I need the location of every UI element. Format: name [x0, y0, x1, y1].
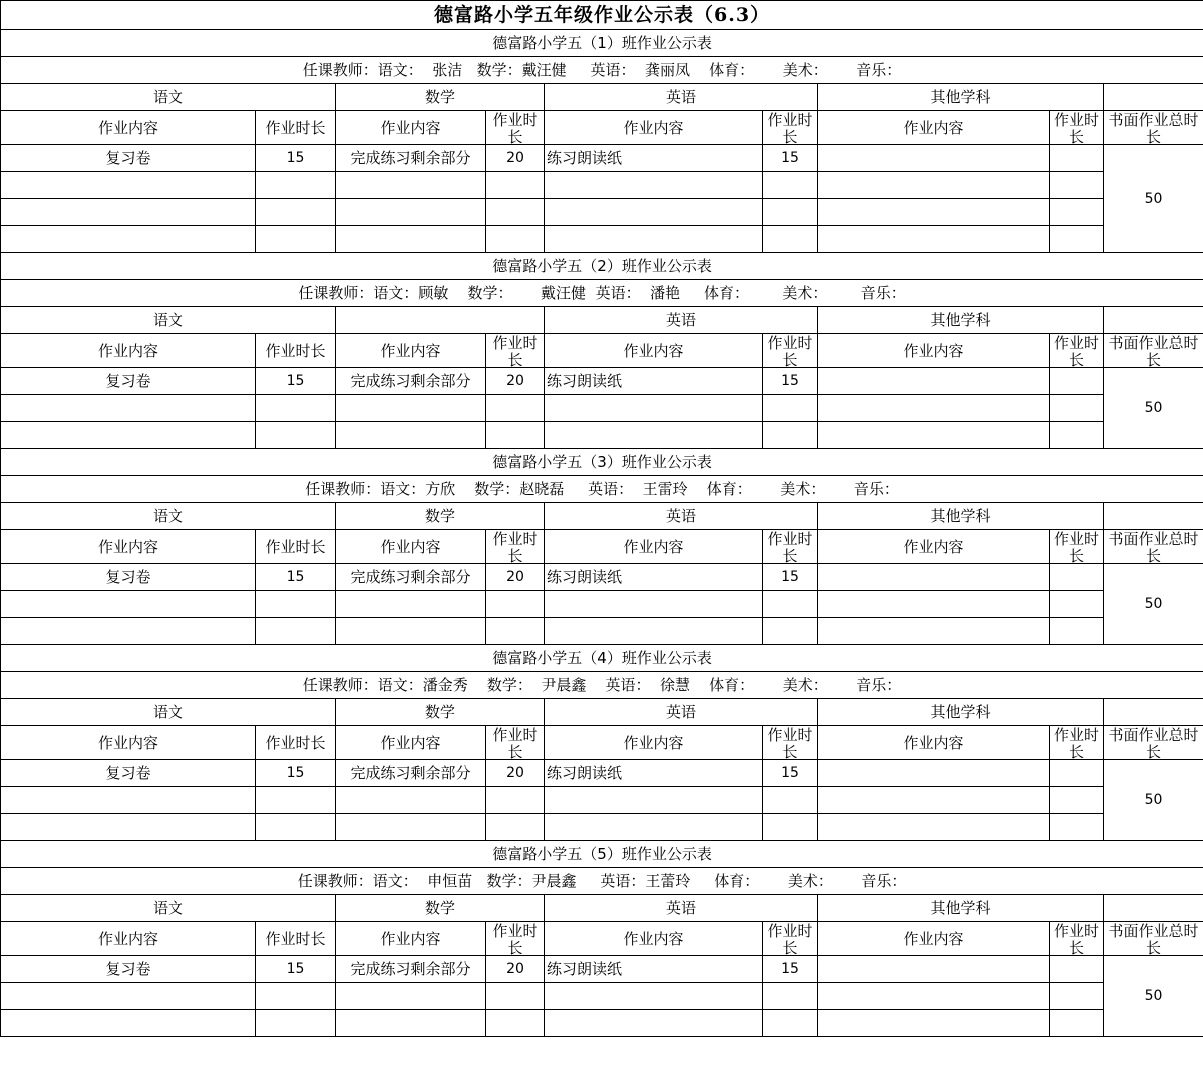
- english-duration: [763, 618, 818, 645]
- column-header-row: [1, 922, 1203, 956]
- teacher-text: 任课教师：语文： 申恒苗 数学：尹晨鑫 英语：王蕾玲 体育： 美术： 音乐：: [297, 872, 907, 890]
- class-caption-row: [1, 30, 1203, 57]
- class-caption: 德富路小学五（5）班作业公示表: [1, 841, 1203, 868]
- teacher-text: 任课教师：语文：顾敏 数学： 戴汪健 英语： 潘艳 体育： 美术： 音乐：: [298, 284, 906, 302]
- chinese-content: [1, 591, 256, 618]
- english-content: [545, 199, 763, 226]
- total-duration: 50: [1104, 956, 1203, 1037]
- header-duration: [1050, 530, 1104, 564]
- subject-math: [336, 307, 545, 334]
- header-total: [1104, 111, 1203, 145]
- other-duration: [1050, 199, 1104, 226]
- header-duration: [1050, 726, 1104, 760]
- subject-blank: [1104, 307, 1203, 334]
- math-content: 完成练习剩余部分: [336, 564, 486, 591]
- chinese-duration: [256, 226, 336, 253]
- other-duration: [1050, 422, 1104, 449]
- table-row: [1, 814, 1203, 841]
- header-content: 作业内容: [336, 530, 486, 564]
- header-content: 作业内容: [818, 530, 1050, 564]
- chinese-content: [1, 199, 256, 226]
- other-duration: [1050, 395, 1104, 422]
- chinese-content: [1, 395, 256, 422]
- subject-math: 数学: [336, 503, 545, 530]
- math-content: [336, 618, 486, 645]
- other-duration: [1050, 787, 1104, 814]
- english-duration: 15: [763, 368, 818, 395]
- header-duration: [763, 922, 818, 956]
- table-row: [1, 145, 1203, 172]
- chinese-content: [1, 814, 256, 841]
- subject-math: 数学: [336, 895, 545, 922]
- english-duration: [763, 983, 818, 1010]
- teacher-text: 任课教师：语文： 张洁 数学：戴汪健 英语： 龚丽凤 体育： 美术： 音乐：: [302, 61, 902, 79]
- header-content: 作业内容: [818, 922, 1050, 956]
- table-row: [1, 564, 1203, 591]
- header-total: [1104, 726, 1203, 760]
- other-content: [818, 983, 1050, 1010]
- header-duration-text: 作业时长: [492, 726, 538, 759]
- other-content: [818, 226, 1050, 253]
- class-caption: 德富路小学五（3）班作业公示表: [1, 449, 1203, 476]
- math-duration: [486, 983, 545, 1010]
- header-content: 作业内容: [545, 922, 763, 956]
- english-content: 练习朗读纸: [545, 956, 763, 983]
- english-duration: 15: [763, 564, 818, 591]
- header-total-text: 书面作业总时长: [1108, 530, 1199, 563]
- other-content: [818, 591, 1050, 618]
- subject-blank: [1104, 699, 1203, 726]
- header-content: 作业内容: [545, 111, 763, 145]
- english-content: 练习朗读纸: [545, 564, 763, 591]
- class-caption: 德富路小学五（1）班作业公示表: [1, 30, 1203, 57]
- header-total-text: 书面作业总时长: [1108, 334, 1199, 367]
- chinese-content: 复习卷: [1, 564, 256, 591]
- header-duration-text: 作业时长: [492, 334, 538, 367]
- column-header-row: [1, 726, 1203, 760]
- chinese-content: [1, 1010, 256, 1037]
- subject-header-row: [1, 307, 1203, 334]
- header-content: 作业内容: [818, 111, 1050, 145]
- header-content: 作业内容: [336, 922, 486, 956]
- header-duration: [763, 726, 818, 760]
- chinese-content: [1, 983, 256, 1010]
- subject-chinese: 语文: [1, 699, 336, 726]
- total-duration: 50: [1104, 564, 1203, 645]
- table-row: [1, 983, 1203, 1010]
- teacher-list: [1, 868, 1203, 895]
- chinese-content: 复习卷: [1, 956, 256, 983]
- teacher-row: [1, 868, 1203, 895]
- teacher-row: [1, 280, 1203, 307]
- class-caption-row: [1, 253, 1203, 280]
- other-content: [818, 787, 1050, 814]
- total-duration: 50: [1104, 368, 1203, 449]
- header-duration-text: 作业时长: [1053, 111, 1099, 144]
- header-content: 作业内容: [336, 334, 486, 368]
- english-duration: [763, 172, 818, 199]
- subject-header-row: [1, 84, 1203, 111]
- subject-english: 英语: [545, 307, 818, 334]
- english-content: 练习朗读纸: [545, 368, 763, 395]
- header-duration-text: 作业时长: [767, 726, 813, 759]
- english-duration: 15: [763, 760, 818, 787]
- math-duration: 20: [486, 368, 545, 395]
- math-content: [336, 199, 486, 226]
- other-duration: [1050, 760, 1104, 787]
- chinese-duration: [256, 172, 336, 199]
- other-content: [818, 1010, 1050, 1037]
- header-content: 作业内容: [336, 111, 486, 145]
- table-row: [1, 395, 1203, 422]
- chinese-duration: [256, 591, 336, 618]
- subject-other: 其他学科: [818, 307, 1104, 334]
- column-header-row: [1, 111, 1203, 145]
- subject-blank: [1104, 895, 1203, 922]
- subject-chinese: 语文: [1, 84, 336, 111]
- table-row: [1, 1010, 1203, 1037]
- other-duration: [1050, 368, 1104, 395]
- math-content: 完成练习剩余部分: [336, 368, 486, 395]
- other-content: [818, 814, 1050, 841]
- header-content: 作业内容: [545, 334, 763, 368]
- math-content: [336, 1010, 486, 1037]
- header-duration-text: 作业时长: [492, 922, 538, 955]
- header-total: [1104, 530, 1203, 564]
- class-caption-row: [1, 841, 1203, 868]
- chinese-duration: [256, 983, 336, 1010]
- math-content: 完成练习剩余部分: [336, 760, 486, 787]
- subject-english: 英语: [545, 84, 818, 111]
- other-content: [818, 368, 1050, 395]
- column-header-row: [1, 334, 1203, 368]
- chinese-duration: [256, 199, 336, 226]
- teacher-list: [1, 476, 1203, 503]
- english-content: 练习朗读纸: [545, 760, 763, 787]
- header-duration: [763, 334, 818, 368]
- subject-chinese: 语文: [1, 895, 336, 922]
- subject-other: 其他学科: [818, 84, 1104, 111]
- header-duration-text: 作业时长: [767, 111, 813, 144]
- other-content: [818, 618, 1050, 645]
- english-content: [545, 395, 763, 422]
- teacher-list: [1, 280, 1203, 307]
- header-duration: 作业时长: [256, 111, 336, 145]
- subject-blank: [1104, 84, 1203, 111]
- english-content: [545, 422, 763, 449]
- subject-chinese: 语文: [1, 503, 336, 530]
- english-duration: [763, 226, 818, 253]
- english-content: [545, 787, 763, 814]
- math-duration: 20: [486, 956, 545, 983]
- header-duration: [486, 726, 545, 760]
- math-duration: [486, 226, 545, 253]
- chinese-content: 复习卷: [1, 760, 256, 787]
- table-row: [1, 368, 1203, 395]
- class-caption-row: [1, 645, 1203, 672]
- english-duration: [763, 199, 818, 226]
- math-content: [336, 983, 486, 1010]
- header-content: 作业内容: [336, 726, 486, 760]
- math-duration: [486, 618, 545, 645]
- other-content: [818, 564, 1050, 591]
- other-duration: [1050, 1010, 1104, 1037]
- table-row: [1, 172, 1203, 199]
- table-row: [1, 760, 1203, 787]
- header-duration: [763, 530, 818, 564]
- header-duration: 作业时长: [256, 922, 336, 956]
- header-content: 作业内容: [1, 334, 256, 368]
- chinese-content: [1, 618, 256, 645]
- other-duration: [1050, 564, 1104, 591]
- math-content: [336, 787, 486, 814]
- header-duration-text: 作业时长: [767, 922, 813, 955]
- subject-english: 英语: [545, 895, 818, 922]
- subject-other: 其他学科: [818, 895, 1104, 922]
- chinese-duration: [256, 814, 336, 841]
- subject-header-row: [1, 503, 1203, 530]
- header-duration: [486, 530, 545, 564]
- chinese-content: 复习卷: [1, 368, 256, 395]
- chinese-duration: [256, 422, 336, 449]
- chinese-duration: 15: [256, 564, 336, 591]
- header-duration: [1050, 334, 1104, 368]
- teacher-row: [1, 57, 1203, 84]
- chinese-duration: [256, 787, 336, 814]
- math-content: [336, 172, 486, 199]
- chinese-duration: [256, 1010, 336, 1037]
- header-content: 作业内容: [545, 726, 763, 760]
- math-duration: 20: [486, 564, 545, 591]
- teacher-row: [1, 476, 1203, 503]
- other-duration: [1050, 226, 1104, 253]
- subject-chinese: 语文: [1, 307, 336, 334]
- subject-english: 英语: [545, 699, 818, 726]
- chinese-duration: [256, 395, 336, 422]
- header-duration: [763, 111, 818, 145]
- math-content: [336, 422, 486, 449]
- total-duration: 50: [1104, 760, 1203, 841]
- subject-other: 其他学科: [818, 503, 1104, 530]
- english-content: [545, 618, 763, 645]
- header-duration-text: 作业时长: [767, 530, 813, 563]
- english-content: [545, 172, 763, 199]
- column-header-row: [1, 530, 1203, 564]
- header-duration-text: 作业时长: [1053, 530, 1099, 563]
- english-duration: 15: [763, 145, 818, 172]
- other-content: [818, 422, 1050, 449]
- english-duration: [763, 814, 818, 841]
- table-row: [1, 226, 1203, 253]
- table-row: [1, 199, 1203, 226]
- table-row: [1, 956, 1203, 983]
- other-duration: [1050, 956, 1104, 983]
- other-duration: [1050, 618, 1104, 645]
- total-duration: 50: [1104, 145, 1203, 253]
- chinese-content: [1, 422, 256, 449]
- subject-math: 数学: [336, 84, 545, 111]
- other-content: [818, 145, 1050, 172]
- english-duration: [763, 422, 818, 449]
- other-content: [818, 760, 1050, 787]
- chinese-content: [1, 226, 256, 253]
- english-content: [545, 1010, 763, 1037]
- class-caption: 德富路小学五（4）班作业公示表: [1, 645, 1203, 672]
- table-row: [1, 422, 1203, 449]
- english-content: [545, 226, 763, 253]
- header-duration: [1050, 922, 1104, 956]
- teacher-text: 任课教师：语文：方欣 数学：赵晓磊 英语： 王雷玲 体育： 美术： 音乐：: [305, 480, 899, 498]
- teacher-list: [1, 57, 1203, 84]
- header-duration-text: 作业时长: [1053, 726, 1099, 759]
- math-duration: [486, 1010, 545, 1037]
- english-duration: [763, 787, 818, 814]
- chinese-duration: 15: [256, 760, 336, 787]
- math-duration: 20: [486, 760, 545, 787]
- header-total-text: 书面作业总时长: [1108, 726, 1199, 759]
- english-duration: 15: [763, 956, 818, 983]
- other-content: [818, 395, 1050, 422]
- header-content: 作业内容: [1, 922, 256, 956]
- header-duration: 作业时长: [256, 726, 336, 760]
- english-content: [545, 814, 763, 841]
- subject-math: 数学: [336, 699, 545, 726]
- teacher-text: 任课教师：语文：潘金秀 数学： 尹晨鑫 英语： 徐慧 体育： 美术： 音乐：: [302, 676, 902, 694]
- math-duration: [486, 814, 545, 841]
- teacher-row: [1, 672, 1203, 699]
- header-duration: 作业时长: [256, 334, 336, 368]
- chinese-duration: [256, 618, 336, 645]
- math-duration: [486, 199, 545, 226]
- page-title: 德富路小学五年级作业公示表（6.3）: [1, 1, 1203, 30]
- other-content: [818, 199, 1050, 226]
- other-duration: [1050, 172, 1104, 199]
- math-duration: [486, 422, 545, 449]
- subject-other: 其他学科: [818, 699, 1104, 726]
- english-content: [545, 591, 763, 618]
- table-row: [1, 591, 1203, 618]
- table-row: [1, 618, 1203, 645]
- chinese-duration: 15: [256, 145, 336, 172]
- chinese-duration: 15: [256, 956, 336, 983]
- header-duration-text: 作业时长: [492, 530, 538, 563]
- header-total-text: 书面作业总时长: [1108, 922, 1199, 955]
- math-content: [336, 226, 486, 253]
- other-duration: [1050, 814, 1104, 841]
- header-content: 作业内容: [818, 726, 1050, 760]
- header-content: 作业内容: [1, 726, 256, 760]
- english-duration: [763, 1010, 818, 1037]
- math-duration: 20: [486, 145, 545, 172]
- table-row: [1, 787, 1203, 814]
- other-duration: [1050, 591, 1104, 618]
- header-duration: [486, 922, 545, 956]
- math-duration: [486, 787, 545, 814]
- header-content: 作业内容: [1, 111, 256, 145]
- subject-blank: [1104, 503, 1203, 530]
- other-duration: [1050, 983, 1104, 1010]
- subject-header-row: [1, 699, 1203, 726]
- header-content: 作业内容: [1, 530, 256, 564]
- teacher-list: [1, 672, 1203, 699]
- english-duration: [763, 591, 818, 618]
- header-duration: [486, 111, 545, 145]
- subject-header-row: [1, 895, 1203, 922]
- english-content: 练习朗读纸: [545, 145, 763, 172]
- math-content: [336, 591, 486, 618]
- math-content: [336, 395, 486, 422]
- chinese-duration: 15: [256, 368, 336, 395]
- chinese-content: [1, 172, 256, 199]
- subject-english: 英语: [545, 503, 818, 530]
- math-content: [336, 814, 486, 841]
- math-duration: [486, 591, 545, 618]
- header-duration: 作业时长: [256, 530, 336, 564]
- math-content: 完成练习剩余部分: [336, 956, 486, 983]
- math-content: 完成练习剩余部分: [336, 145, 486, 172]
- header-total: [1104, 334, 1203, 368]
- header-total: [1104, 922, 1203, 956]
- header-total-text: 书面作业总时长: [1108, 111, 1199, 144]
- header-content: 作业内容: [545, 530, 763, 564]
- chinese-content: 复习卷: [1, 145, 256, 172]
- header-duration-text: 作业时长: [492, 111, 538, 144]
- class-caption-row: [1, 449, 1203, 476]
- other-content: [818, 172, 1050, 199]
- chinese-content: [1, 787, 256, 814]
- header-content: 作业内容: [818, 334, 1050, 368]
- math-duration: [486, 172, 545, 199]
- class-caption: 德富路小学五（2）班作业公示表: [1, 253, 1203, 280]
- other-content: [818, 956, 1050, 983]
- header-duration-text: 作业时长: [1053, 922, 1099, 955]
- header-duration-text: 作业时长: [767, 334, 813, 367]
- math-duration: [486, 395, 545, 422]
- other-duration: [1050, 145, 1104, 172]
- header-duration: [1050, 111, 1104, 145]
- english-duration: [763, 395, 818, 422]
- english-content: [545, 983, 763, 1010]
- header-duration: [486, 334, 545, 368]
- header-duration-text: 作业时长: [1053, 334, 1099, 367]
